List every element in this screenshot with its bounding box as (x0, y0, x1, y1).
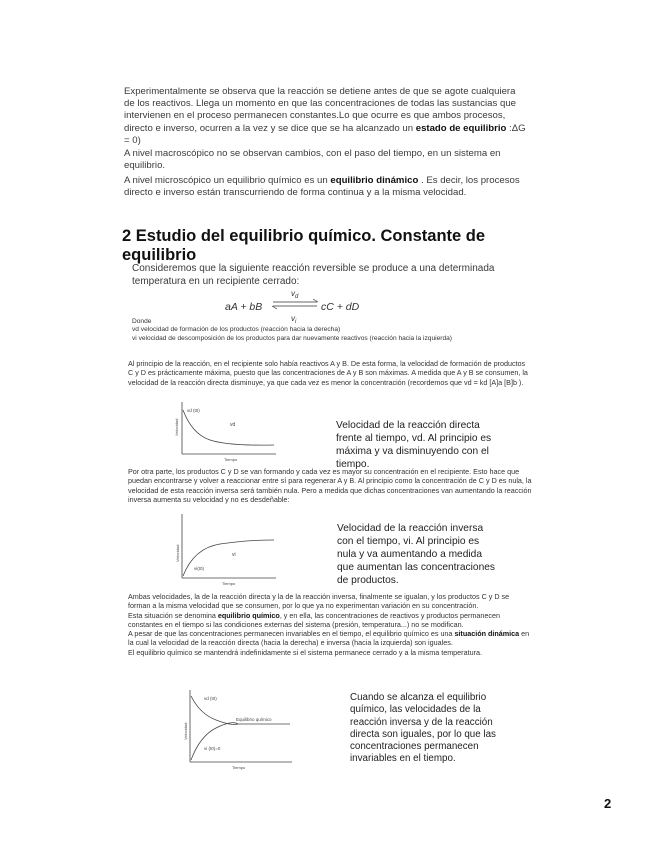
caption-direct-rate: Velocidad de la reacción directa frente al tiempo, vd. Al principio es máxima y va disminuyendo con el tiempo. (336, 420, 492, 470)
graph1-vd-label: vd (t0) (187, 408, 200, 413)
graph2-x-label: Tiempo (222, 581, 236, 586)
paragraph-equilibrium-definition: Esta situación se denomina equilibrio químico, y en ella, las concentraciones de reactivos y productos permanecen constantes en el tiempo si las condiciones externas del sistema (presión, temperatura...) no se modifican. (128, 610, 500, 629)
equation-top-label: $v_d$ (291, 289, 299, 300)
page-number: 2 (604, 796, 612, 811)
graph3-x-label: Tiempo (232, 765, 246, 770)
graph1-y-label: Velocidad (174, 418, 179, 436)
graph3-vi-label: vi (t0)=0 (204, 746, 221, 751)
graph-direct-rate (170, 400, 280, 462)
intro-paragraph-3: A nivel microscópico un equilibrio químico es un equilibrio dinámico . Es decir, los procesos directo e inverso están transcurriendo de forma continua y a la misma velocidad. (124, 175, 520, 199)
graph1-vd-curve (183, 410, 274, 445)
graph1-curve-label: vd (230, 422, 236, 428)
graph-direct-rate-svg (170, 400, 280, 462)
graph-equilibrium-svg (178, 688, 296, 772)
caption-equilibrium: Cuando se alcanza el equilibrio químico, las velocidades de la reacción inversa y de la reacción directa son iguales, por lo que las concentraciones permanecen invariables en el tiempo. (350, 692, 496, 765)
paragraph-dynamic-situation: A pesar de que las concentraciones permanecen invariables en el tiempo, el equilibrio químico es una situación dinámica en la cual la velocidad de la reacción directa (hacia la derecha) e inversa (hacia la izquierda) son iguales. (128, 629, 530, 648)
definitions (132, 318, 472, 343)
equation-bottom-label: $v_i$ (291, 314, 297, 325)
equation-left: aA + bB (225, 301, 263, 313)
paragraph-inverse-reaction: Por otra parte, los productos C y D se van formando y cada vez es mayor su concentración en el recipiente. Esto hace que puedan encontrarse y volver a reaccionar entre sí para regenerar A y B. Al principio como la concentración de C y D es nula, la velocidad de esta reacción inversa será también nula. Pero a medida que dichas concentraciones van aumentando la reacción inversa aumenta su velocidad y no es desdeñable: (128, 467, 532, 504)
caption-inverse-rate: Velocidad de la reacción inversa con el tiempo, vi. Al principio es nula y va aumentando a medida que aumentan las concentraciones de productos. (337, 523, 496, 586)
graph1-x-label: Tiempo (224, 457, 238, 462)
intro-paragraph-1: Experimentalmente se observa que la reacción se detiene antes de que se agote cualquiera de los reactivos. Llega un momento en que las concentraciones de todas las sustancias que intervienen en el proceso permanecen constantes.Lo que ocurre es que ambos procesos, directo e inverso, ocurren a la vez y se dice que se ha alcanzado un estado de equilibrio :ΔG = 0) (124, 86, 526, 146)
paragraph-closed-system: El equilibrio químico se mantendrá indefinidamente si el sistema permanece cerrado y a la misma temperatura. (128, 647, 482, 657)
graph2-y-label: Velocidad (175, 544, 180, 562)
intro-paragraph-2: A nivel macroscópico no se observan cambios, con el paso del tiempo, en un sistema en equilibrio. (124, 148, 501, 172)
graph-inverse-rate (172, 512, 280, 586)
graph3-vd-label: vd (t0) (204, 696, 217, 701)
section-title: 2 Estudio del equilibrio químico. Constante de equilibrio (122, 227, 486, 264)
graph3-vi-curve (191, 723, 238, 760)
graph-equilibrium (178, 688, 296, 772)
graph2-vi-label: vi(t0) (194, 566, 204, 571)
lead-paragraph: Consideremos que la siguiente reacción reversible se produce a una determinada temperatura en un recipiente cerrado: (132, 263, 495, 287)
graph3-equilibrium-label: Equilibrio químico (236, 717, 272, 722)
def-vi: vi velocidad de descomposición de los productos para dar nuevamente reactivos (reacción hacia la izquierda) (132, 334, 452, 342)
paragraph-initial-reactants: Al principio de la reacción, en el recipiente solo había reactivos A y B. De esta forma, la velocidad de formación de productos C y D es prácticamente máxima, puesto que las concentraciones de A y B son máximas. A medida que A y B se consumen, la velocidad de la reacción directa disminuye, ya que cada vez es menor la concentración (recordemos que vd = kd [A]a [B]b ). (128, 359, 528, 387)
equation-right: cC + dD (321, 301, 360, 313)
def-vd: vd velocidad de formación de los productos (reacción hacia la derecha) (132, 326, 341, 334)
paragraph-rates-equal: Ambas velocidades, la de la reacción directa y la de la reacción inversa, finalmente se igualan, y los productos C y D se forman a la misma velocidad que se consumen, por lo que ya no experimentan variación en su concentración. (128, 592, 510, 611)
graph-inverse-rate-svg (172, 512, 280, 586)
donde-label: Donde (132, 318, 152, 325)
graph2-curve-label: vi (232, 552, 236, 558)
graph3-y-label: Velocidad (183, 722, 188, 740)
equilibrium-paragraphs (128, 592, 532, 657)
